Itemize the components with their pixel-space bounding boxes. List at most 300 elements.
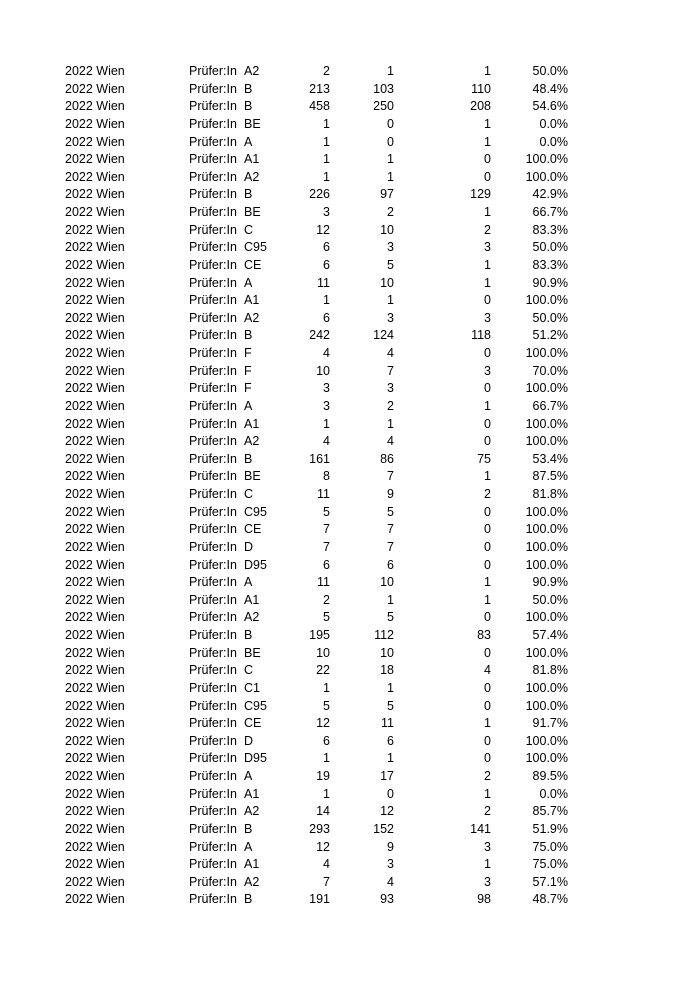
total-cell: 3 [323, 205, 330, 219]
failed-cell: 3 [484, 240, 491, 255]
license-class-cell: A1 [244, 592, 260, 607]
table-row [0, 821, 700, 839]
license-class-cell: A2 [244, 310, 260, 325]
examiner-cell: Prüfer:In [189, 134, 237, 149]
year-cell: 2022 Wien [65, 680, 125, 695]
passed-cell: 0 [387, 134, 394, 149]
failed-cell: 2 [484, 487, 491, 501]
failed-cell: 1 [484, 469, 491, 484]
passed-cell: 4 [387, 434, 394, 449]
license-class-cell: B [244, 328, 253, 343]
passed-cell: 2 [387, 205, 394, 219]
year-cell: 2022 Wien [65, 169, 125, 184]
examiner-cell: Prüfer:In [189, 786, 237, 801]
total-cell: 12 [316, 716, 330, 731]
license-class-cell: D95 [244, 751, 267, 766]
license-class-cell: A2 [244, 874, 260, 889]
table-row [0, 363, 700, 381]
pass-rate-cell: 50.0% [532, 240, 568, 255]
total-cell: 2 [323, 64, 330, 78]
year-cell: 2022 Wien [65, 716, 125, 731]
license-class-cell: A [244, 134, 253, 149]
failed-cell: 1 [484, 398, 491, 413]
failed-cell: 1 [484, 64, 491, 78]
total-cell: 5 [323, 504, 330, 519]
examiner-cell: Prüfer:In [189, 645, 237, 660]
pass-rate-cell: 85.7% [532, 804, 568, 819]
license-class-cell: F [244, 346, 252, 360]
passed-cell: 103 [373, 81, 394, 96]
year-cell: 2022 Wien [65, 786, 125, 801]
table-row [0, 609, 700, 627]
pass-rate-cell: 91.7% [532, 716, 568, 731]
examiner-cell: Prüfer:In [189, 769, 237, 783]
year-cell: 2022 Wien [65, 698, 125, 713]
license-class-cell: A [244, 769, 253, 783]
license-class-cell: B [244, 99, 253, 114]
pass-rate-cell: 100.0% [525, 733, 568, 748]
total-cell: 191 [309, 892, 330, 907]
total-cell: 11 [317, 275, 330, 290]
failed-cell: 3 [484, 839, 491, 854]
examiner-cell: Prüfer:In [189, 257, 237, 272]
examiner-cell: Prüfer:In [189, 733, 237, 748]
total-cell: 5 [323, 610, 330, 625]
license-class-cell: A [244, 398, 253, 413]
pass-rate-cell: 89.5% [532, 769, 568, 783]
year-cell: 2022 Wien [65, 187, 125, 202]
table-row [0, 768, 700, 786]
passed-cell: 7 [387, 522, 394, 537]
total-cell: 12 [316, 222, 330, 237]
license-class-cell: C95 [244, 504, 267, 519]
total-cell: 14 [316, 804, 330, 819]
pass-rate-cell: 57.4% [532, 628, 568, 642]
pass-rate-cell: 100.0% [525, 557, 568, 572]
pass-rate-cell: 100.0% [525, 610, 568, 625]
examiner-cell: Prüfer:In [189, 152, 237, 167]
total-cell: 6 [323, 557, 330, 572]
year-cell: 2022 Wien [65, 539, 125, 554]
pass-rate-cell: 75.0% [532, 857, 568, 872]
failed-cell: 0 [484, 293, 491, 308]
failed-cell: 0 [484, 381, 491, 396]
license-class-cell: A1 [244, 416, 260, 431]
year-cell: 2022 Wien [65, 504, 125, 519]
pass-rate-cell: 100.0% [525, 169, 568, 184]
pass-rate-cell: 100.0% [525, 381, 568, 396]
failed-cell: 3 [484, 363, 491, 378]
examiner-cell: Prüfer:In [189, 663, 237, 678]
table-row [0, 715, 700, 733]
year-cell: 2022 Wien [65, 434, 125, 449]
year-cell: 2022 Wien [65, 451, 125, 466]
passed-cell: 4 [387, 346, 394, 360]
failed-cell: 0 [484, 698, 491, 713]
pass-rate-cell: 53.4% [532, 451, 568, 466]
failed-cell: 1 [484, 275, 491, 290]
table-row [0, 222, 700, 240]
total-cell: 3 [323, 398, 330, 413]
passed-cell: 9 [387, 487, 394, 501]
passed-cell: 4 [387, 874, 394, 889]
pass-rate-cell: 57.1% [532, 874, 568, 889]
year-cell: 2022 Wien [65, 469, 125, 484]
failed-cell: 0 [484, 416, 491, 431]
license-class-cell: B [244, 81, 253, 96]
license-class-cell: F [244, 381, 252, 396]
passed-cell: 0 [387, 786, 394, 801]
passed-cell: 17 [380, 769, 394, 783]
license-class-cell: A1 [244, 152, 260, 167]
examiner-cell: Prüfer:In [189, 169, 237, 184]
year-cell: 2022 Wien [65, 592, 125, 607]
examiner-cell: Prüfer:In [189, 839, 237, 854]
failed-cell: 0 [484, 539, 491, 554]
table-row [0, 468, 700, 486]
license-class-cell: C1 [244, 680, 260, 695]
table-row [0, 239, 700, 257]
license-class-cell: D [244, 539, 254, 554]
total-cell: 1 [323, 416, 330, 431]
failed-cell: 0 [484, 680, 491, 695]
passed-cell: 97 [380, 187, 394, 202]
failed-cell: 98 [477, 892, 491, 907]
passed-cell: 93 [380, 892, 394, 907]
passed-cell: 12 [380, 804, 394, 819]
passed-cell: 5 [387, 504, 394, 519]
total-cell: 8 [323, 469, 330, 484]
year-cell: 2022 Wien [65, 487, 125, 501]
year-cell: 2022 Wien [65, 557, 125, 572]
passed-cell: 11 [381, 716, 394, 731]
examiner-cell: Prüfer:In [189, 451, 237, 466]
passed-cell: 1 [387, 293, 394, 308]
table-row [0, 134, 700, 152]
license-class-cell: B [244, 821, 253, 836]
examiner-cell: Prüfer:In [189, 81, 237, 96]
total-cell: 2 [323, 592, 330, 607]
pass-rate-cell: 100.0% [525, 751, 568, 766]
failed-cell: 3 [484, 874, 491, 889]
license-class-cell: CE [244, 257, 262, 272]
passed-cell: 3 [387, 240, 394, 255]
passed-cell: 6 [387, 557, 394, 572]
year-cell: 2022 Wien [65, 116, 125, 131]
table-row [0, 186, 700, 204]
license-class-cell: BE [244, 116, 261, 131]
license-class-cell: A1 [244, 857, 260, 872]
table-row [0, 486, 700, 504]
passed-cell: 3 [387, 857, 394, 872]
failed-cell: 1 [484, 592, 491, 607]
year-cell: 2022 Wien [65, 328, 125, 343]
total-cell: 11 [317, 575, 330, 590]
total-cell: 1 [323, 152, 330, 167]
examiner-cell: Prüfer:In [189, 821, 237, 836]
examiner-cell: Prüfer:In [189, 716, 237, 731]
table-row [0, 416, 700, 434]
license-class-cell: A [244, 275, 253, 290]
total-cell: 11 [317, 487, 330, 501]
license-class-cell: A [244, 839, 253, 854]
license-class-cell: A1 [244, 293, 260, 308]
failed-cell: 2 [484, 769, 491, 783]
passed-cell: 1 [387, 169, 394, 184]
pass-rate-cell: 50.0% [532, 310, 568, 325]
year-cell: 2022 Wien [65, 839, 125, 854]
table-row [0, 327, 700, 345]
examiner-cell: Prüfer:In [189, 346, 237, 360]
total-cell: 1 [323, 680, 330, 695]
failed-cell: 0 [484, 751, 491, 766]
failed-cell: 2 [484, 804, 491, 819]
passed-cell: 112 [374, 628, 394, 642]
failed-cell: 0 [484, 504, 491, 519]
year-cell: 2022 Wien [65, 610, 125, 625]
pass-rate-cell: 83.3% [532, 222, 568, 237]
passed-cell: 2 [387, 398, 394, 413]
year-cell: 2022 Wien [65, 152, 125, 167]
failed-cell: 0 [484, 733, 491, 748]
year-cell: 2022 Wien [65, 99, 125, 114]
year-cell: 2022 Wien [65, 522, 125, 537]
table-row [0, 645, 700, 663]
failed-cell: 141 [470, 821, 491, 836]
passed-cell: 1 [387, 751, 394, 766]
pass-rate-cell: 100.0% [525, 522, 568, 537]
failed-cell: 0 [484, 557, 491, 572]
year-cell: 2022 Wien [65, 628, 125, 642]
table-row [0, 81, 700, 99]
table-row [0, 398, 700, 416]
table-row [0, 504, 700, 522]
examiner-cell: Prüfer:In [189, 363, 237, 378]
examiner-cell: Prüfer:In [189, 416, 237, 431]
total-cell: 3 [323, 381, 330, 396]
total-cell: 242 [309, 328, 330, 343]
pass-rate-cell: 100.0% [525, 152, 568, 167]
passed-cell: 5 [387, 698, 394, 713]
total-cell: 19 [316, 769, 330, 783]
table-row [0, 98, 700, 116]
table-row [0, 169, 700, 187]
failed-cell: 1 [484, 134, 491, 149]
license-class-cell: A2 [244, 610, 260, 625]
passed-cell: 9 [387, 839, 394, 854]
year-cell: 2022 Wien [65, 575, 125, 590]
examiner-cell: Prüfer:In [189, 222, 237, 237]
year-cell: 2022 Wien [65, 134, 125, 149]
passed-cell: 152 [373, 821, 394, 836]
examiner-cell: Prüfer:In [189, 328, 237, 343]
total-cell: 1 [323, 116, 330, 131]
table-row [0, 627, 700, 645]
table-row [0, 257, 700, 275]
examiner-cell: Prüfer:In [189, 575, 237, 590]
failed-cell: 0 [484, 610, 491, 625]
failed-cell: 1 [484, 575, 491, 590]
failed-cell: 75 [477, 451, 491, 466]
total-cell: 4 [323, 434, 330, 449]
pass-rate-cell: 50.0% [532, 592, 568, 607]
table-row [0, 151, 700, 169]
examiner-cell: Prüfer:In [189, 698, 237, 713]
pass-rate-cell: 100.0% [525, 698, 568, 713]
license-class-cell: D [244, 733, 254, 748]
examiner-cell: Prüfer:In [189, 804, 237, 819]
examiner-cell: Prüfer:In [189, 99, 237, 114]
passed-cell: 10 [380, 222, 394, 237]
table-row [0, 786, 700, 804]
year-cell: 2022 Wien [65, 310, 125, 325]
year-cell: 2022 Wien [65, 81, 125, 96]
examiner-cell: Prüfer:In [189, 398, 237, 413]
passed-cell: 124 [373, 328, 394, 343]
table-row [0, 856, 700, 874]
table-row [0, 733, 700, 751]
year-cell: 2022 Wien [65, 293, 125, 308]
license-class-cell: A [244, 575, 253, 590]
pass-rate-cell: 54.6% [532, 99, 568, 114]
table-row [0, 433, 700, 451]
examiner-cell: Prüfer:In [189, 680, 237, 695]
pass-rate-cell: 50.0% [532, 64, 568, 78]
pass-rate-cell: 51.9% [532, 821, 568, 836]
examiner-cell: Prüfer:In [189, 293, 237, 308]
failed-cell: 1 [484, 116, 491, 131]
table-row [0, 874, 700, 892]
year-cell: 2022 Wien [65, 857, 125, 872]
total-cell: 22 [316, 663, 330, 678]
examiner-cell: Prüfer:In [189, 469, 237, 484]
failed-cell: 0 [484, 346, 491, 360]
pass-rate-cell: 100.0% [525, 416, 568, 431]
examiner-cell: Prüfer:In [189, 487, 237, 501]
year-cell: 2022 Wien [65, 821, 125, 836]
examiner-cell: Prüfer:In [189, 628, 237, 642]
pass-rate-cell: 42.9% [532, 187, 568, 202]
year-cell: 2022 Wien [65, 240, 125, 255]
license-class-cell: A2 [244, 434, 260, 449]
pass-rate-cell: 48.4% [532, 81, 568, 96]
year-cell: 2022 Wien [65, 222, 125, 237]
examiner-cell: Prüfer:In [189, 539, 237, 554]
failed-cell: 4 [484, 663, 491, 678]
year-cell: 2022 Wien [65, 733, 125, 748]
pass-rate-cell: 87.5% [532, 469, 568, 484]
pass-rate-cell: 0.0% [539, 786, 568, 801]
year-cell: 2022 Wien [65, 205, 125, 219]
failed-cell: 129 [470, 187, 491, 202]
examiner-cell: Prüfer:In [189, 892, 237, 907]
table-row [0, 803, 700, 821]
table-row [0, 574, 700, 592]
pass-rate-cell: 75.0% [532, 839, 568, 854]
examiner-cell: Prüfer:In [189, 874, 237, 889]
table-row [0, 698, 700, 716]
examiner-cell: Prüfer:In [189, 64, 237, 78]
data-table [0, 63, 700, 909]
table-row [0, 839, 700, 857]
failed-cell: 1 [484, 205, 491, 219]
table-row [0, 116, 700, 134]
year-cell: 2022 Wien [65, 874, 125, 889]
total-cell: 1 [323, 751, 330, 766]
table-row [0, 539, 700, 557]
license-class-cell: C95 [244, 240, 267, 255]
table-row [0, 750, 700, 768]
pass-rate-cell: 100.0% [525, 680, 568, 695]
total-cell: 6 [323, 257, 330, 272]
license-class-cell: A2 [244, 804, 260, 819]
year-cell: 2022 Wien [65, 398, 125, 413]
total-cell: 293 [309, 821, 330, 836]
year-cell: 2022 Wien [65, 363, 125, 378]
passed-cell: 7 [387, 539, 394, 554]
license-class-cell: B [244, 892, 253, 907]
table-row [0, 292, 700, 310]
passed-cell: 18 [380, 663, 394, 678]
pass-rate-cell: 51.2% [532, 328, 568, 343]
examiner-cell: Prüfer:In [189, 557, 237, 572]
total-cell: 195 [309, 628, 330, 642]
total-cell: 10 [316, 363, 330, 378]
table-row [0, 63, 700, 81]
failed-cell: 1 [484, 257, 491, 272]
failed-cell: 1 [484, 716, 491, 731]
total-cell: 4 [323, 857, 330, 872]
year-cell: 2022 Wien [65, 804, 125, 819]
examiner-cell: Prüfer:In [189, 310, 237, 325]
license-class-cell: CE [244, 716, 262, 731]
year-cell: 2022 Wien [65, 275, 125, 290]
pass-rate-cell: 100.0% [525, 346, 568, 360]
total-cell: 1 [323, 169, 330, 184]
table-row [0, 204, 700, 222]
examiner-cell: Prüfer:In [189, 381, 237, 396]
pass-rate-cell: 90.9% [532, 275, 568, 290]
examiner-cell: Prüfer:In [189, 751, 237, 766]
failed-cell: 208 [470, 99, 491, 114]
table-row [0, 521, 700, 539]
pass-rate-cell: 81.8% [532, 487, 568, 501]
pass-rate-cell: 66.7% [532, 398, 568, 413]
total-cell: 6 [323, 733, 330, 748]
passed-cell: 1 [387, 152, 394, 167]
table-row [0, 592, 700, 610]
license-class-cell: CE [244, 522, 262, 537]
passed-cell: 1 [387, 680, 394, 695]
total-cell: 4 [323, 346, 330, 360]
pass-rate-cell: 66.7% [532, 205, 568, 219]
examiner-cell: Prüfer:In [189, 187, 237, 202]
year-cell: 2022 Wien [65, 645, 125, 660]
pass-rate-cell: 83.3% [532, 257, 568, 272]
license-class-cell: BE [244, 205, 261, 219]
pass-rate-cell: 0.0% [539, 134, 568, 149]
failed-cell: 3 [484, 310, 491, 325]
license-class-cell: C [244, 487, 254, 501]
total-cell: 1 [323, 293, 330, 308]
failed-cell: 2 [484, 222, 491, 237]
total-cell: 161 [309, 451, 330, 466]
passed-cell: 7 [387, 363, 394, 378]
examiner-cell: Prüfer:In [189, 240, 237, 255]
failed-cell: 110 [471, 81, 491, 96]
license-class-cell: A1 [244, 786, 260, 801]
license-class-cell: BE [244, 469, 261, 484]
